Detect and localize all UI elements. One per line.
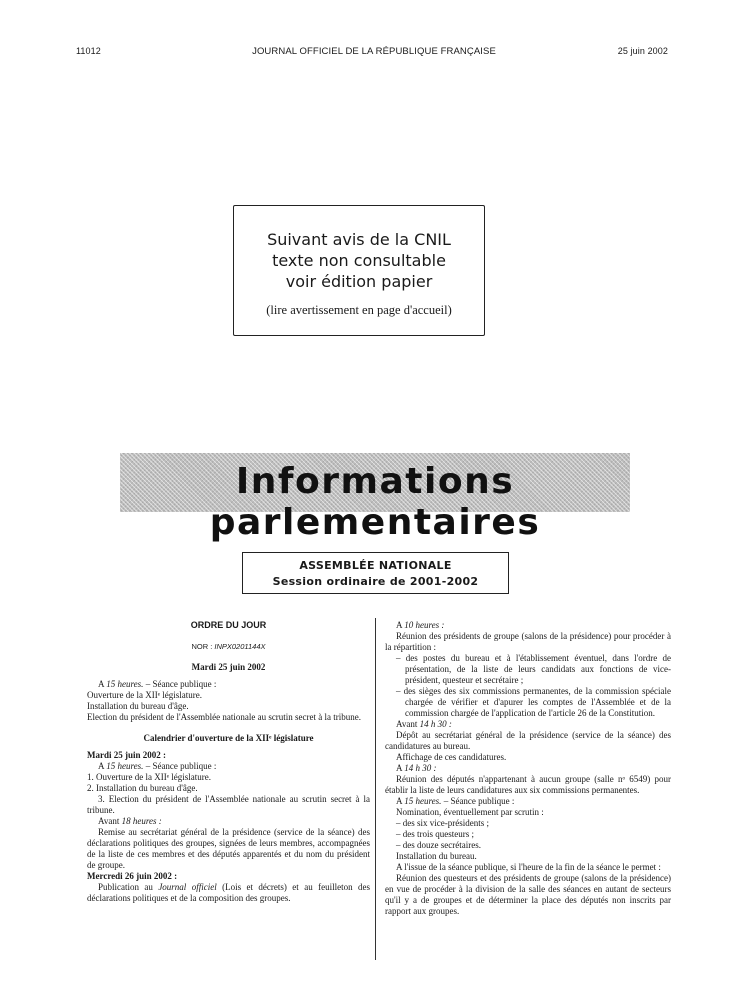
calendar-item: A 15 heures. – Séance publique : <box>396 796 515 806</box>
calendar-item: Dépôt au secrétariat général de la présidence (service de la séance) des candidatures au bureau. <box>385 730 671 751</box>
agenda-title: ORDRE DU JOUR <box>190 620 267 630</box>
calendar-item: Affichage de ces candidatures. <box>396 752 507 762</box>
cnil-line-4: (lire avertissement en page d'accueil) <box>266 303 452 317</box>
cnil-line-3: voir édition papier <box>285 272 433 291</box>
agenda-item: A 15 heures. – Séance publique : <box>98 679 217 689</box>
calendar-item: Publication au Journal officiel (Lois et décrets) et au feuilleton des déclarations politiques et de la composition des groupes. <box>87 882 371 903</box>
nor-code: INPX0201144X <box>214 642 266 651</box>
page-number: 11012 <box>76 46 101 56</box>
cnil-line-1: Suivant avis de la CNIL <box>267 230 451 249</box>
column-divider <box>375 618 376 960</box>
calendar-item: Réunion des présidents de groupe (salons de la présidence) pour procéder à la répartition : <box>385 631 671 652</box>
calendar-title: Calendrier d'ouverture de la XIIᵉ législature <box>143 733 314 743</box>
left-column <box>87 620 370 904</box>
calendar-item: Installation du bureau. <box>396 851 477 861</box>
calendar-item: 2. Installation du bureau d'âge. <box>87 783 198 793</box>
section-banner-title: Informations parlementaires <box>209 461 541 543</box>
list-item: – des trois questeurs ; <box>396 829 474 839</box>
calendar-item: A l'issue de la séance publique, si l'heure de la fin de la séance le permet : <box>396 862 661 872</box>
journal-title: JOURNAL OFFICIEL DE LA RÉPUBLIQUE FRANÇAISE <box>252 46 496 57</box>
session-name: Session ordinaire de 2001-2002 <box>272 575 479 588</box>
list-item: – des sièges des six commissions permanentes, de la commission spéciale chargée de vérifier et d'apurer les comptes de l'Assemblée et de la commission chargée de l'application de l'article 26 de la Constitution. <box>396 686 671 718</box>
list-item: – des six vice-présidents ; <box>396 818 489 828</box>
calendar-item: Avant 14 h 30 : <box>396 719 452 729</box>
agenda-item: Ouverture de la XIIᵉ législature. <box>87 690 203 700</box>
cnil-line-2: texte non consultable <box>272 251 446 270</box>
right-column <box>385 620 671 917</box>
calendar-item: Remise au secrétariat général de la présidence (service de la séance) des déclarations politiques des groupes, signées de leurs membres, accompagnées de la liste de ces membres et des députés apparentés et du nom du président de groupe. <box>87 827 370 870</box>
calendar-item: A 15 heures. – Séance publique : <box>98 761 217 771</box>
section-banner <box>120 453 630 543</box>
nor-label: NOR : <box>191 642 215 651</box>
calendar-item: A 14 h 30 : <box>396 763 437 773</box>
calendar-date: Mercredi 26 juin 2002 : <box>87 871 178 881</box>
issue-date: 25 juin 2002 <box>617 46 668 56</box>
calendar-item: 3. Election du président de l'Assemblée nationale au scrutin secret à la tribune. <box>87 794 370 815</box>
calendar-item: 1. Ouverture de la XIIᵉ législature. <box>87 772 212 782</box>
agenda-item: Installation du bureau d'âge. <box>87 701 189 711</box>
calendar-item: Réunion des questeurs et des présidents de groupe (salons de la présidence) en vue de procéder à la division de la salle des séances en autant de secteurs qu'il y a de groupes et de déterminer la place des députés non inscrits par rapport aux groupes. <box>385 873 671 916</box>
calendar-date: Mardi 25 juin 2002 : <box>87 750 167 760</box>
calendar-item: Réunion des députés n'appartenant à aucun groupe (salle nᵒ 6549) pour établir la liste de leurs candidatures aux six commissions permanentes. <box>385 774 671 795</box>
cnil-notice-box <box>233 205 485 336</box>
calendar-item: A 10 heures : <box>396 620 445 630</box>
assembly-name: ASSEMBLÉE NATIONALE <box>299 559 452 572</box>
calendar-item: Nomination, éventuellement par scrutin : <box>396 807 544 817</box>
calendar-item: Avant 18 heures : <box>98 816 162 826</box>
nor-reference <box>87 641 370 652</box>
agenda-item: Election du président de l'Assemblée nationale au scrutin secret à la tribune. <box>87 712 362 722</box>
agenda-date: Mardi 25 juin 2002 <box>191 662 266 672</box>
list-item: – des postes du bureau et à l'établissement éventuel, dans l'ordre de présentation, de la liste de leurs candidats aux fonctions de vice-président, questeur et secrétaire ; <box>396 653 671 685</box>
assembly-box <box>242 552 509 594</box>
list-item: – des douze secrétaires. <box>396 840 481 850</box>
